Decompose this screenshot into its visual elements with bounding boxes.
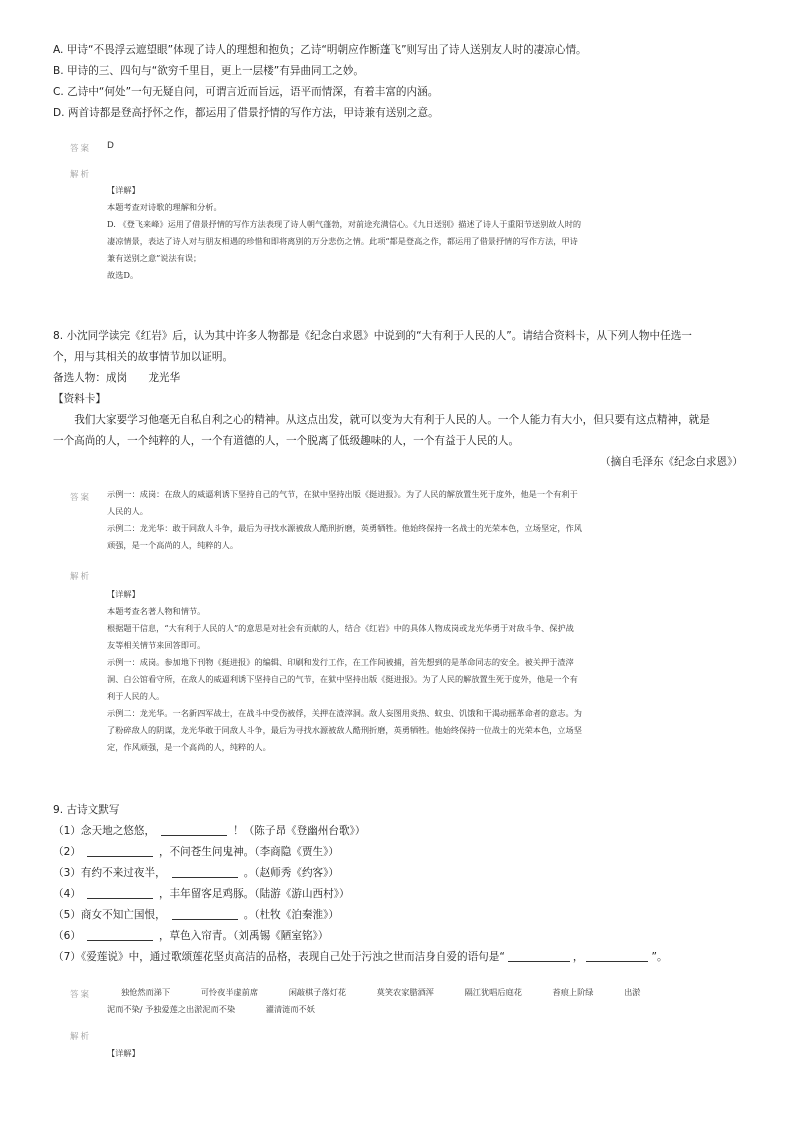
analysis-line: 友等相关情节来回答即可。 xyxy=(107,640,206,650)
analysis-line: 示例二：龙光华。一名新四军战士，在战斗中受伤被俘，关押在渣滓洞。敌人妄图用炎热、蚊虫、饥饿和干渴动摇革命者的意志。为 xyxy=(107,708,582,718)
q8-answer-label: 答案 xyxy=(70,493,92,503)
answer-row xyxy=(107,984,732,1001)
blank[interactable] xyxy=(172,907,238,920)
analysis-line: 本题考查对诗歌的理解和分析。 xyxy=(107,202,222,212)
analysis-line: 【详解】 xyxy=(107,185,140,195)
q8-answer xyxy=(107,486,732,554)
card-source: （摘自毛泽东《纪念白求恩》） xyxy=(599,456,743,468)
q8-card-title: 【资料卡】 xyxy=(53,393,106,405)
q9-question xyxy=(53,800,743,968)
q7-answer: D xyxy=(107,141,114,151)
q8-data-card xyxy=(53,410,743,473)
option-b: B. 甲诗的三、四句与“欲穷千里目，更上一层楼”有异曲同工之妙。 xyxy=(53,65,365,77)
answer-item: 苔痕上阶绿 xyxy=(552,987,594,997)
analysis-line: 利于人民的人。 xyxy=(107,691,165,701)
analysis-line: 凄凉情景，表达了诗人对与朋友相遇的珍惜和即将离别的万分悲伤之情。此项“都是登高之作，都运用了借景抒情的写作方法，甲诗 xyxy=(107,236,578,246)
q7-options xyxy=(53,40,744,124)
answer-line: 示例二：龙光华：敢于同敌人斗争，最后为寻找水源被敌人酷刑折磨，英勇牺牲。他始终保持一名战士的光荣本色，立场坚定，作风 xyxy=(107,523,582,533)
answer-item: 濯清涟而不妖 xyxy=(265,1004,315,1014)
q9-analysis-label: 解析 xyxy=(70,1032,92,1042)
analysis-line: 定，作风顽强，是一个高尚的人，纯粹的人。 xyxy=(107,742,271,752)
answer-line: 顽强，是一个高尚的人，纯粹的人。 xyxy=(107,540,239,550)
q8-analysis-label: 解析 xyxy=(70,572,92,582)
option-a: A. 甲诗“不畏浮云遮望眼”体现了诗人的理想和抱负；乙诗“明朝应作断蓬飞”则写出了诗人送别友人时的凄凉心情。 xyxy=(53,44,587,56)
q9-item-2: （2） ，不问苍生问鬼神。（李商隐《贾生》） xyxy=(53,846,340,858)
q9-item-7: （7）《爱莲说》中，通过歌颂莲花坚贞高洁的品格，表现自己处于污浊之世而洁身自爱的语句是“ ， ”。 xyxy=(53,951,668,963)
analysis-line: 洞、白公馆看守所，在敌人的威逼利诱下坚持自己的气节，在狱中坚持出版《挺进报》。为了人民的解放置生死于度外，他是一个有 xyxy=(107,674,578,684)
analysis-line: 本题考查名著人物和情节。 xyxy=(107,606,206,616)
answer-item: 泥而不染/ 予独爱莲之出淤泥而不染 xyxy=(107,1004,236,1014)
blank[interactable] xyxy=(87,886,153,899)
answer-item: 独怆然而涕下 xyxy=(121,987,171,997)
answer-row xyxy=(107,1001,732,1018)
answer-item: 可怜夜半虚前席 xyxy=(200,987,259,997)
q7-answer-label: 答案 xyxy=(70,144,92,154)
analysis-line: 了粉碎敌人的阴谋，龙光华敢于同敌人斗争，最后为寻找水源被敌人酷刑折磨，英勇牺牲。他始终保持一位战士的光荣本色，立场坚 xyxy=(107,725,582,735)
answer-item: 闲敲棋子落灯花 xyxy=(288,987,347,997)
q9-item-5: （5）商女不知亡国恨， 。（杜牧《泊秦淮》） xyxy=(53,909,340,921)
answer-item: 隔江犹唱后庭花 xyxy=(464,987,522,997)
answer-line: 人民的人。 xyxy=(107,506,148,516)
answer-line: 示例一：成岗：在敌人的威逼利诱下坚持自己的气节，在狱中坚持出版《挺进报》。为了人民的解放置生死于度外，他是一个有利于 xyxy=(107,489,578,499)
q9-item-1: （1）念天地之悠悠， ！（陈子昂《登幽州台歌》） xyxy=(53,825,366,837)
card-line: 我们大家要学习他毫无自私自利之心的精神。从这点出发，就可以变为大有利于人民的人。一个人能力有大小，但只要有这点精神，就是 xyxy=(74,414,710,426)
q9-item-4: （4） ，丰年留客足鸡豚。（陆游《游山西村》） xyxy=(53,888,350,900)
q8-analysis xyxy=(107,586,732,756)
answer-item: 出淤 xyxy=(624,987,641,997)
option-c: C. 乙诗中“何处”一句无疑自问，可谓言近而旨远，语平而情深，有着丰富的内涵。 xyxy=(53,86,439,98)
analysis-line: 【详解】 xyxy=(107,589,140,599)
option-d: D. 两首诗都是登高抒怀之作，都运用了借景抒情的写作方法，甲诗兼有送别之意。 xyxy=(53,107,439,119)
q8-question xyxy=(53,326,743,473)
q9-title: 9. 古诗文默写 xyxy=(53,804,120,816)
analysis-line: D. 《登飞来峰》运用了借景抒情的写作方法表现了诗人朝气蓬勃，对前途充满信心。《九日送别》描述了诗人于重阳节送别故人时的 xyxy=(107,219,582,229)
blank[interactable] xyxy=(161,823,227,836)
q9-answer-label: 答案 xyxy=(70,990,92,1000)
answer-item: 莫笑农家腊酒浑 xyxy=(376,987,434,997)
analysis-line: 示例一：成岗。参加地下刊物《挺进报》的编辑、印刷和发行工作，在工作间被捕，首先想到的是革命同志的安全。被关押于渣滓 xyxy=(107,657,574,667)
analysis-line: 根据题干信息，“大有利于人民的人”的意思是对社会有贡献的人，结合《红岩》中的具体人物成岗或龙光华勇于对敌斗争、保护战 xyxy=(107,623,574,633)
q8-candidates: 备选人物：成岗 龙光华 xyxy=(53,372,181,384)
q7-analysis-label: 解析 xyxy=(70,170,92,180)
analysis-line: 兼有送别之意”说法有误； xyxy=(107,253,202,263)
blank[interactable] xyxy=(172,865,238,878)
analysis-line: 【详解】 xyxy=(107,1048,140,1058)
analysis-line: 故选D。 xyxy=(107,270,139,280)
blank[interactable] xyxy=(87,844,153,857)
q8-question-line: 个，用与其相关的故事情节加以证明。 xyxy=(53,351,234,363)
q9-analysis xyxy=(107,1045,732,1062)
q9-item-3: （3）有约不来过夜半， 。（赵师秀《约客》） xyxy=(53,867,340,879)
card-line: 一个高尚的人，一个纯粹的人，一个有道德的人，一个脱离了低级趣味的人，一个有益于人民的人。 xyxy=(53,435,520,447)
blank[interactable] xyxy=(586,949,648,962)
blank[interactable] xyxy=(508,949,570,962)
blank[interactable] xyxy=(87,928,153,941)
q9-answer xyxy=(107,984,732,1018)
q7-analysis xyxy=(107,182,732,284)
q9-item-6: （6） ，草色入帘青。（刘禹锡《陋室铭》） xyxy=(53,930,329,942)
q8-question-line: 8. 小沈同学读完《红岩》后，认为其中许多人物都是《纪念白求恩》中说到的“大有利于人民的人”。请结合资料卡，从下列人物中任选一 xyxy=(53,330,692,342)
